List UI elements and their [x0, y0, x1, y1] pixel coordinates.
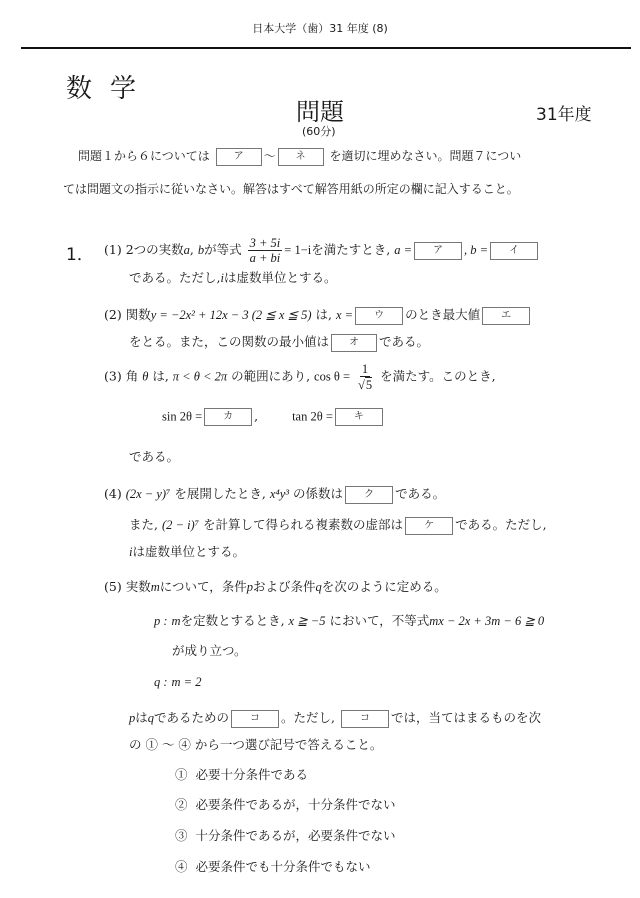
- choice-mark: ②: [175, 797, 188, 812]
- condition-p: [154, 611, 544, 629]
- var: i: [220, 271, 224, 285]
- denominator: a + bi: [249, 251, 281, 265]
- condition: x ≧ −5: [288, 614, 326, 628]
- condition-p-cont: が成り立つ。: [172, 643, 247, 658]
- equation: , b =: [464, 243, 489, 257]
- inequality: mx − 2x + 3m − 6 ≧ 0: [429, 614, 545, 628]
- choice-text: 十分条件であるが，必要条件でない: [195, 828, 396, 843]
- formula: y = −2x² + 12x − 3 (2 ≦ x ≦ 5): [150, 308, 312, 322]
- part-1-line-1: [104, 236, 540, 265]
- choice-4: [175, 857, 370, 875]
- part-2-line-1: [104, 305, 532, 325]
- range: π < θ < 2π: [172, 369, 228, 384]
- choice-mark: ④: [175, 859, 188, 874]
- var: p: [129, 711, 136, 725]
- part-4-line-3: [129, 542, 245, 560]
- choice-text: 必要条件でも十分条件でもない: [195, 859, 371, 874]
- text: ,: [189, 242, 194, 257]
- part-4-line-1: [104, 484, 445, 504]
- var: i: [129, 545, 133, 559]
- radicand: 5: [365, 378, 373, 392]
- answer-box-e: エ: [482, 307, 530, 325]
- var: q: [147, 711, 155, 725]
- text: において，不等式: [329, 613, 430, 628]
- numerator: 1: [361, 362, 369, 376]
- answer-box-ke: ケ: [405, 517, 453, 535]
- var: p: [246, 580, 254, 594]
- equation: a =: [394, 243, 413, 257]
- answer-box-ka: カ: [204, 408, 252, 426]
- tilde: 〜: [263, 149, 276, 163]
- text: について，条件: [159, 579, 247, 594]
- text: の係数は: [293, 486, 344, 501]
- page-title: 問題: [296, 98, 344, 126]
- part-label: (3): [104, 368, 122, 384]
- text: を満たすとき,: [311, 242, 391, 257]
- exam-year: 31年度: [536, 105, 592, 125]
- numerator: 3 + 5i: [249, 236, 281, 250]
- text: ,: [254, 408, 259, 424]
- choice-mark: ①: [175, 767, 188, 782]
- part-3-line-3: である。: [129, 449, 180, 464]
- text: を計算して得られる複素数の虚部は: [203, 517, 404, 532]
- condition-label: q :: [154, 675, 168, 689]
- text: を展開したとき,: [174, 486, 266, 501]
- choice-1: [175, 765, 308, 783]
- part-label: (1): [104, 242, 122, 257]
- text: である。ただし,: [129, 270, 221, 285]
- instructions-text: を適切に埋めなさい。問題７につい: [329, 149, 522, 163]
- text: 実数: [125, 579, 151, 594]
- part-5-ask-line-1: [129, 708, 541, 728]
- text: は: [135, 710, 148, 725]
- text: 。ただし,: [281, 710, 336, 725]
- var: m: [150, 580, 160, 594]
- part-3-line-1: [104, 362, 496, 392]
- part-5-intro: [104, 577, 447, 595]
- answer-box-start: ア: [216, 148, 262, 166]
- answer-box-o: オ: [331, 334, 377, 352]
- text: を次のように定める。: [321, 579, 447, 594]
- equation: cos θ =: [314, 369, 350, 384]
- text: の範囲にあり,: [231, 368, 311, 384]
- choice-2: [175, 795, 395, 813]
- answer-box-ki: キ: [335, 408, 383, 426]
- choice-mark: ③: [175, 828, 188, 843]
- text: を定数とするとき,: [180, 613, 285, 628]
- part-label: (5): [104, 579, 122, 594]
- fraction: [356, 362, 374, 392]
- part-4-line-2: [129, 515, 547, 535]
- equation: x =: [336, 308, 354, 322]
- text: 2つの実数: [125, 242, 184, 257]
- choice-text: 必要十分条件である: [195, 767, 308, 782]
- text: である。ただし,: [455, 517, 547, 532]
- text: のとき最大値: [405, 307, 481, 322]
- var: m: [171, 614, 181, 628]
- choice-text: 必要条件であるが，十分条件でない: [195, 797, 396, 812]
- answer-box-i: イ: [490, 242, 538, 260]
- text: をとる。また，この関数の最小値は: [129, 334, 330, 349]
- answer-box-u: ウ: [355, 307, 403, 325]
- answer-box-ko: コ: [231, 710, 279, 728]
- text: および条件: [253, 579, 316, 594]
- text: は虚数単位とする。: [132, 544, 245, 559]
- subject-title: 数学: [66, 74, 155, 104]
- answer-box-end: ネ: [278, 148, 324, 166]
- term: x⁴y³: [269, 487, 290, 501]
- text: は虚数単位とする。: [223, 270, 337, 285]
- text: である。: [395, 486, 446, 501]
- question-number: 1．: [66, 245, 94, 265]
- condition-label: p :: [154, 614, 168, 628]
- choice-3: [175, 826, 395, 844]
- text: は,: [152, 368, 169, 384]
- answer-box-ko-ref: コ: [341, 710, 389, 728]
- text: である。: [379, 334, 430, 349]
- answer-box-a: ア: [414, 242, 462, 260]
- instructions-line-2: ては問題文の指示に従いなさい。解答はすべて解答用紙の所定の欄に記入すること。: [63, 182, 519, 196]
- part-2-line-2: [129, 332, 429, 352]
- condition-q: [154, 674, 202, 690]
- instructions-line-1: [78, 147, 521, 166]
- part-1-line-2: [129, 268, 336, 286]
- condition: m = 2: [171, 675, 202, 689]
- text: を満たす。このとき,: [380, 368, 496, 384]
- part-label: (4): [104, 486, 122, 501]
- text: は,: [315, 307, 333, 322]
- equation-rhs: = 1−i: [284, 243, 312, 257]
- time-limit: (60分): [302, 125, 336, 138]
- part-5-ask-line-2: の ① 〜 ④ から一つ選び記号で答えること。: [129, 737, 383, 752]
- part-label: (2): [104, 307, 122, 322]
- text: また,: [129, 517, 158, 532]
- text: 角: [125, 368, 139, 384]
- text: 関数: [125, 307, 151, 322]
- text: が等式: [204, 242, 242, 257]
- header-divider: [21, 47, 631, 49]
- part-3-line-2: [162, 408, 385, 426]
- answer-box-ku: ク: [345, 486, 393, 504]
- running-header: 日本大学（歯）31 年度 (8): [252, 22, 388, 35]
- text: では，当てはまるものを次: [391, 710, 542, 725]
- instructions-text: 問題１から６については: [78, 149, 210, 163]
- var: b: [197, 243, 205, 257]
- expression: (2x − y)⁷: [125, 487, 171, 501]
- denominator: √5: [357, 378, 373, 392]
- var: θ: [142, 369, 149, 384]
- text: であるための: [154, 710, 230, 725]
- var: a: [183, 243, 190, 257]
- equation: sin 2θ =: [162, 409, 203, 424]
- fraction: [248, 236, 283, 265]
- expression: (2 − i)⁷: [161, 518, 200, 532]
- equation: tan 2θ =: [292, 409, 333, 424]
- var: q: [315, 580, 322, 594]
